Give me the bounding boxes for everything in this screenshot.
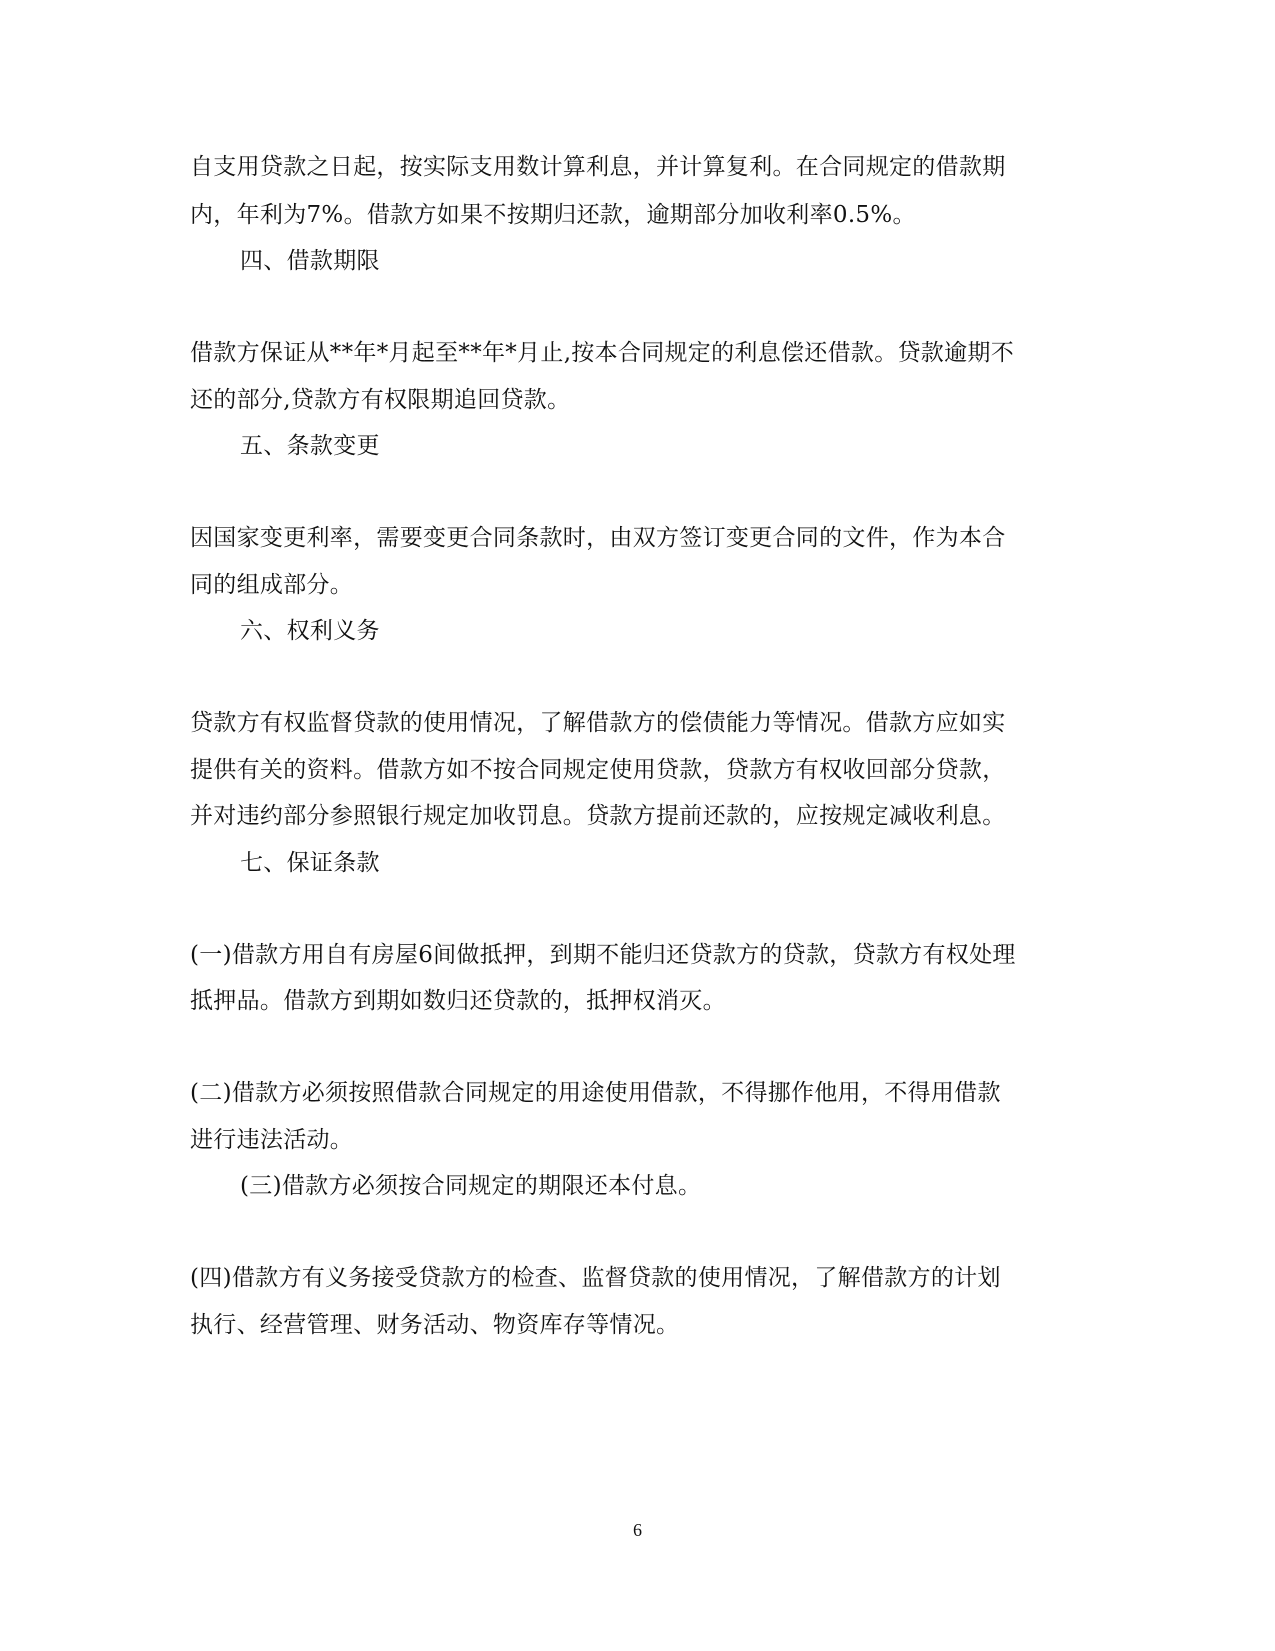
text-line: (三)借款方必须按合同规定的期限还本付息。 <box>240 1173 702 1199</box>
section-heading: 六、权利义务 <box>240 618 380 644</box>
section-heading: 五、条款变更 <box>240 433 380 459</box>
text-line: 进行违法活动。 <box>190 1127 354 1153</box>
text-line: 贷款方有权监督贷款的使用情况，了解借款方的偿债能力等情况。借款方应如实 <box>190 710 1006 736</box>
text-line: 因国家变更利率，需要变更合同条款时，由双方签订变更合同的文件，作为本合 <box>190 525 1006 551</box>
section-heading: 四、借款期限 <box>240 248 380 274</box>
text-line: 抵押品。借款方到期如数归还贷款的，抵押权消灭。 <box>190 988 726 1014</box>
section-heading: 七、保证条款 <box>240 850 380 876</box>
text-line: 内，年利为7%。借款方如果不按期归还款，逾期部分加收利率0.5%。 <box>190 202 916 228</box>
text-line: 借款方保证从**年*月起至**年*月止,按本合同规定的利息偿还借款。贷款逾期不 <box>190 340 1015 366</box>
text-line: 同的组成部分。 <box>190 572 354 598</box>
page-number: 6 <box>633 1520 642 1540</box>
text-line: 还的部分,贷款方有权限期追回贷款。 <box>190 387 571 413</box>
text-line: (二)借款方必须按照借款合同规定的用途使用借款，不得挪作他用，不得用借款 <box>190 1080 1001 1106</box>
text-line: 并对违约部分参照银行规定加收罚息。贷款方提前还款的，应按规定减收利息。 <box>190 803 1006 829</box>
text-line: (四)借款方有义务接受贷款方的检查、监督贷款的使用情况，了解借款方的计划 <box>190 1265 1001 1291</box>
text-line: 提供有关的资料。借款方如不按合同规定使用贷款，贷款方有权收回部分贷款， <box>190 757 1006 783</box>
text-line: 自支用贷款之日起，按实际支用数计算利息，并计算复利。在合同规定的借款期 <box>190 154 1006 180</box>
text-line: 执行、经营管理、财务活动、物资库存等情况。 <box>190 1312 680 1338</box>
text-line: (一)借款方用自有房屋6间做抵押，到期不能归还贷款方的贷款，贷款方有权处理 <box>190 942 1016 968</box>
